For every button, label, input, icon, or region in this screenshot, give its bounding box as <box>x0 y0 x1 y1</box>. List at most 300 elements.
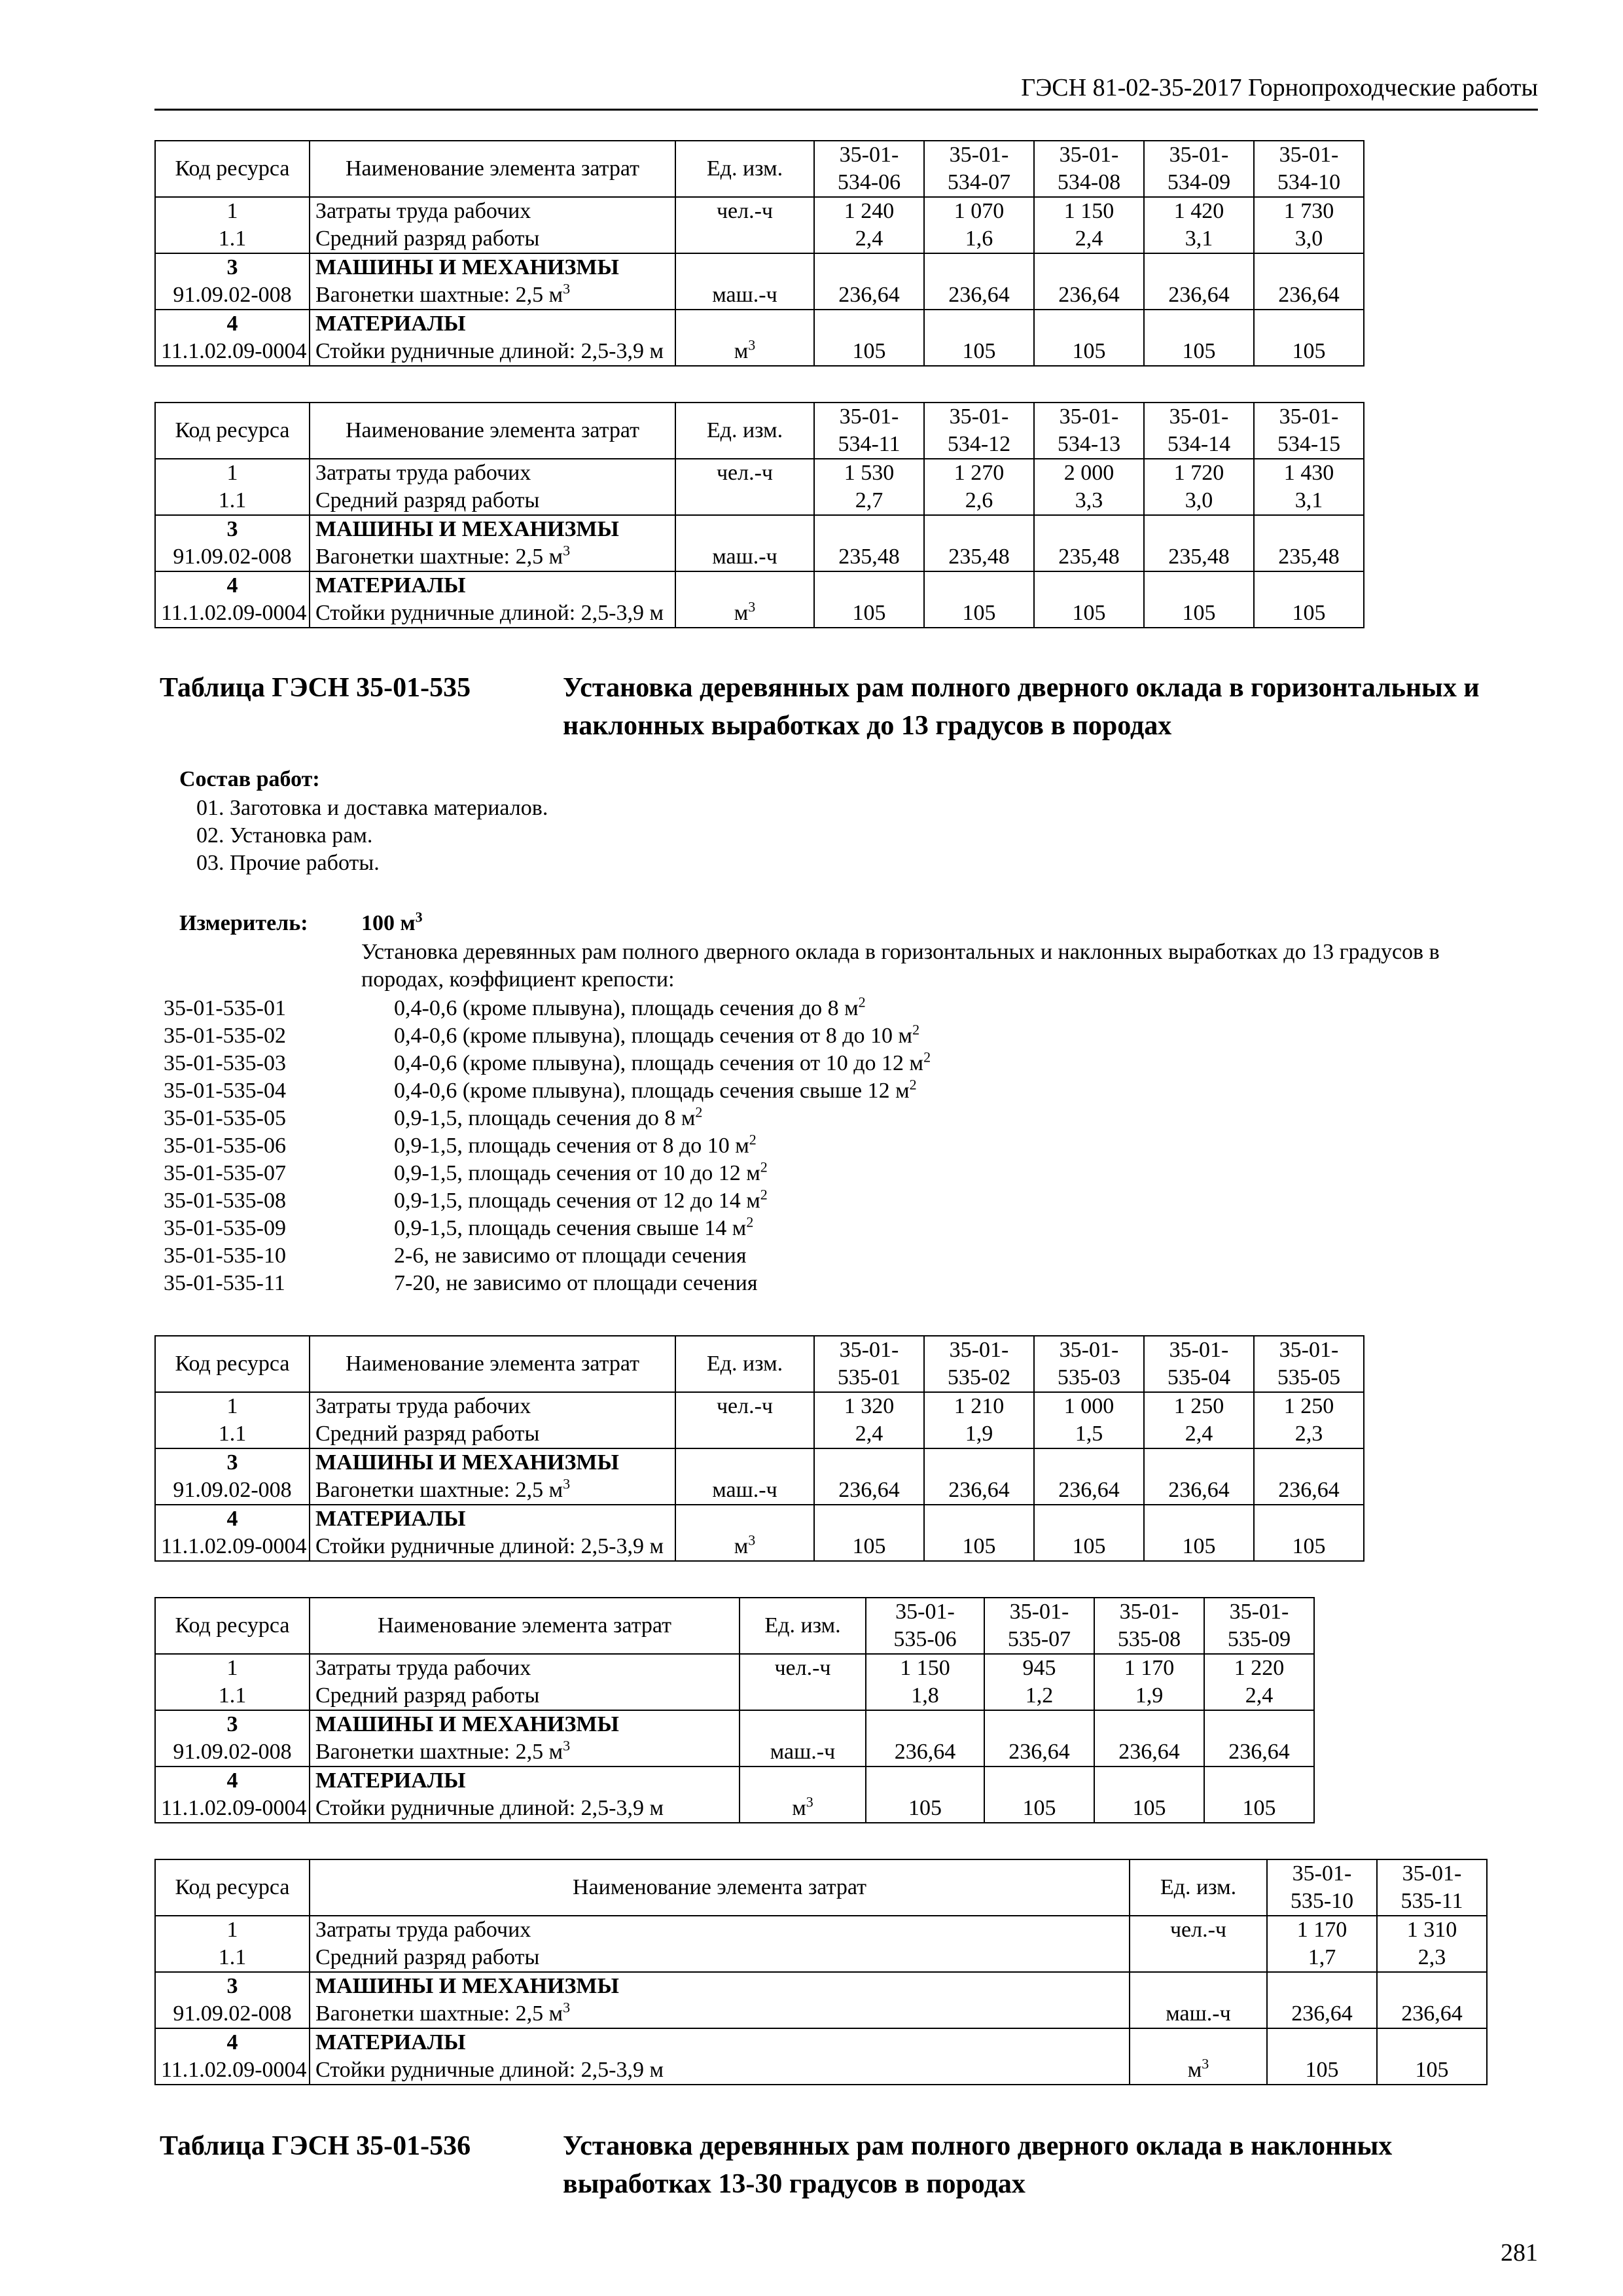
cell-value: 236,64 <box>1377 2000 1487 2028</box>
resource-unit <box>1130 1972 1267 2000</box>
cell-value <box>1144 1505 1254 1533</box>
resource-unit <box>675 1448 814 1477</box>
resource-code: 1.1 <box>155 1682 310 1710</box>
cell-value: 105 <box>814 600 924 628</box>
name-header: Наименование элемента затрат <box>310 403 675 459</box>
table-row <box>155 1767 1314 1795</box>
cell-value <box>1034 253 1144 281</box>
table-title-535: Установка деревянных рам полного дверного оклада в горизонтальных и наклонных выработках до 13 градусов в породах <box>563 673 1480 741</box>
resource-unit: маш.-ч <box>675 543 814 571</box>
resource-unit <box>675 487 814 515</box>
table-label-536: Таблица ГЭСН 35-01-536 <box>160 2131 471 2161</box>
code-header: Код ресурса <box>155 141 310 197</box>
resource-unit: маш.-ч <box>675 281 814 310</box>
cell-value: 1 250 <box>1254 1392 1364 1420</box>
cell-value: 1,7 <box>1267 1944 1377 1972</box>
norm-item-text: 0,4-0,6 (кроме плывуна), площадь сечения до 8 $м^2$ <box>394 994 866 1020</box>
cell-value <box>984 1710 1094 1738</box>
cell-value: 1 250 <box>1144 1392 1254 1420</box>
cell-value: 1 150 <box>1034 197 1144 225</box>
norm-item-text: 0,4-0,6 (кроме плывуна), площадь сечения от 8 до 10 $м^2$ <box>394 1021 920 1048</box>
cell-value <box>984 1767 1094 1795</box>
cell-value <box>1254 1505 1364 1533</box>
name-header: Наименование элемента затрат <box>310 1859 1130 1916</box>
resource-code: 91.09.02-008 <box>155 1477 310 1505</box>
cell-value <box>1034 515 1144 543</box>
resource-code: 1.1 <box>155 1944 310 1972</box>
norm-item-text: 0,9-1,5, площадь сечения от 12 до 14 $м^2$ <box>394 1186 768 1213</box>
resource-table-535-06-09 <box>154 1597 1315 1823</box>
resource-code: 91.09.02-008 <box>155 1738 310 1767</box>
cell-value: 1 220 <box>1204 1654 1314 1682</box>
norm-code-header: 35-01- 534-15 <box>1254 403 1364 459</box>
cell-value: 945 <box>984 1654 1094 1682</box>
cell-value: 105 <box>1267 2056 1377 2085</box>
resource-code: 11.1.02.09-0004 <box>155 1533 310 1561</box>
cell-value: 1 240 <box>814 197 924 225</box>
resource-name: МАШИНЫ И МЕХАНИЗМЫ <box>310 1972 1130 2000</box>
resource-name: Стойки рудничные длиной: 2,5-3,9 м <box>310 600 675 628</box>
norm-item <box>164 1242 747 1270</box>
norm-item <box>164 1270 758 1297</box>
cell-value: 1 420 <box>1144 197 1254 225</box>
cell-value: 2,6 <box>924 487 1034 515</box>
table-header-row <box>155 403 1364 459</box>
cell-value: 3,0 <box>1254 225 1364 253</box>
sostav-label: Состав работ: <box>179 767 320 791</box>
resource-code: 3 <box>155 253 310 281</box>
table-row <box>155 197 1364 225</box>
table-row <box>155 1944 1487 1972</box>
name-header: Наименование элемента затрат <box>310 1598 740 1654</box>
norm-item-text: 0,9-1,5, площадь сечения от 10 до 12 $м^2$ <box>394 1158 768 1185</box>
table-row <box>155 1420 1364 1448</box>
cell-value <box>1377 2028 1487 2056</box>
resource-name: МАТЕРИАЛЫ <box>310 571 675 600</box>
cell-value <box>814 571 924 600</box>
resource-code: 4 <box>155 571 310 600</box>
cell-value: 1 270 <box>924 459 1034 487</box>
table-row <box>155 487 1364 515</box>
cell-value: 236,64 <box>1254 281 1364 310</box>
cell-value: 2,7 <box>814 487 924 515</box>
norm-code-header: 35-01- 535-05 <box>1254 1336 1364 1392</box>
cell-value: 236,64 <box>814 281 924 310</box>
resource-unit: чел.-ч <box>675 197 814 225</box>
cell-value: 236,64 <box>866 1738 984 1767</box>
cell-value: 105 <box>814 338 924 366</box>
cell-value <box>924 1448 1034 1477</box>
resource-code: 11.1.02.09-0004 <box>155 1795 310 1823</box>
name-header: Наименование элемента затрат <box>310 141 675 197</box>
cell-value: 236,64 <box>1144 281 1254 310</box>
resource-unit: чел.-ч <box>675 459 814 487</box>
norm-item-text: 2-6, не зависимо от площади сечения <box>394 1244 747 1268</box>
norm-item <box>164 1213 754 1242</box>
resource-code: 1 <box>155 1392 310 1420</box>
table-row <box>155 1448 1364 1477</box>
cell-value <box>1254 571 1364 600</box>
table-label-535: Таблица ГЭСН 35-01-535 <box>160 673 471 703</box>
norm-code-header: 35-01- 534-07 <box>924 141 1034 197</box>
norm-item <box>164 1103 703 1132</box>
table-row <box>155 1795 1314 1823</box>
table-row <box>155 1477 1364 1505</box>
resource-name: МАШИНЫ И МЕХАНИЗМЫ <box>310 515 675 543</box>
cell-value: 236,64 <box>924 1477 1034 1505</box>
table-row <box>155 1505 1364 1533</box>
cell-value: 1,8 <box>866 1682 984 1710</box>
resource-table-535-01-05 <box>154 1335 1364 1562</box>
table-row <box>155 600 1364 628</box>
resource-name: Средний разряд работы <box>310 487 675 515</box>
cell-value <box>1034 1448 1144 1477</box>
cell-value: 105 <box>814 1533 924 1561</box>
cell-value <box>1377 1972 1487 2000</box>
resource-code: 1 <box>155 1916 310 1944</box>
cell-value: 105 <box>1034 338 1144 366</box>
resource-code: 11.1.02.09-0004 <box>155 2056 310 2085</box>
resource-name: Затраты труда рабочих <box>310 1392 675 1420</box>
resource-code: 1 <box>155 459 310 487</box>
cell-value <box>814 253 924 281</box>
norm-code-header: 35-01- 535-02 <box>924 1336 1034 1392</box>
resource-code: 11.1.02.09-0004 <box>155 338 310 366</box>
cell-value: 236,64 <box>1034 281 1144 310</box>
cell-value: 105 <box>1034 600 1144 628</box>
norm-item <box>164 1049 931 1077</box>
resource-unit: чел.-ч <box>740 1654 866 1682</box>
header-rule <box>154 109 1538 111</box>
norm-item-code: 35-01-535-01 <box>164 996 286 1020</box>
norm-item-code: 35-01-535-11 <box>164 1271 285 1295</box>
resource-name: Вагонетки шахтные: 2,5 $м^3$ <box>310 2000 1130 2028</box>
norm-item <box>164 1021 920 1050</box>
resource-name: МАТЕРИАЛЫ <box>310 2028 1130 2056</box>
resource-table-534-06-10 <box>154 140 1364 367</box>
code-header: Код ресурса <box>155 1859 310 1916</box>
resource-name: Средний разряд работы <box>310 1944 1130 1972</box>
cell-value: 2,4 <box>1144 1420 1254 1448</box>
resource-unit <box>675 253 814 281</box>
cell-value: 1 320 <box>814 1392 924 1420</box>
cell-value <box>814 310 924 338</box>
norm-code-header: 35-01- 535-01 <box>814 1336 924 1392</box>
resource-name: Вагонетки шахтные: 2,5 $м^3$ <box>310 1477 675 1505</box>
norm-item-text: 0,4-0,6 (кроме плывуна), площадь сечения свыше 12 $м^2$ <box>394 1076 917 1103</box>
resource-name: МАШИНЫ И МЕХАНИЗМЫ <box>310 253 675 281</box>
cell-value: 1 310 <box>1377 1916 1487 1944</box>
resource-unit <box>675 225 814 253</box>
cell-value <box>814 1448 924 1477</box>
table-row <box>155 253 1364 281</box>
cell-value <box>1094 1710 1204 1738</box>
norm-item-text: 0,9-1,5, площадь сечения от 8 до 10 $м^2$ <box>394 1131 757 1158</box>
norm-code-header: 35-01- 534-14 <box>1144 403 1254 459</box>
cell-value: 1 430 <box>1254 459 1364 487</box>
resource-unit: чел.-ч <box>1130 1916 1267 1944</box>
resource-code: 4 <box>155 1767 310 1795</box>
resource-code: 1.1 <box>155 487 310 515</box>
unit-header: Ед. изм. <box>675 1336 814 1392</box>
unit-header: Ед. изм. <box>740 1598 866 1654</box>
norm-code-header: 35-01- 534-13 <box>1034 403 1144 459</box>
resource-table-534-11-15 <box>154 402 1364 628</box>
resource-code: 91.09.02-008 <box>155 281 310 310</box>
table-row <box>155 310 1364 338</box>
norm-item <box>164 1076 917 1105</box>
resource-name: МАТЕРИАЛЫ <box>310 1505 675 1533</box>
resource-unit <box>740 1767 866 1795</box>
resource-name: МАШИНЫ И МЕХАНИЗМЫ <box>310 1448 675 1477</box>
norm-item <box>164 1131 757 1160</box>
norm-code-header: 35-01- 535-08 <box>1094 1598 1204 1654</box>
resource-name: Средний разряд работы <box>310 225 675 253</box>
cell-value: 1 070 <box>924 197 1034 225</box>
izm-description: Установка деревянных рам полного дверного оклада в горизонтальных и наклонных выработках до 13 градусов в породах, коэффициент крепости: <box>361 940 1440 992</box>
resource-unit: $м^3$ <box>1130 2056 1267 2085</box>
resource-code: 3 <box>155 515 310 543</box>
table-header-row <box>155 141 1364 197</box>
code-header: Код ресурса <box>155 1336 310 1392</box>
resource-name: Стойки рудничные длиной: 2,5-3,9 м <box>310 1533 675 1561</box>
norm-item-code: 35-01-535-05 <box>164 1106 286 1130</box>
resource-code: 3 <box>155 1448 310 1477</box>
cell-value: 105 <box>1254 338 1364 366</box>
norm-item <box>164 1186 768 1215</box>
resource-name: Стойки рудничные длиной: 2,5-3,9 м <box>310 338 675 366</box>
cell-value: 1 210 <box>924 1392 1034 1420</box>
unit-header: Ед. изм. <box>675 403 814 459</box>
resource-code: 1.1 <box>155 225 310 253</box>
resource-name: Затраты труда рабочих <box>310 1654 740 1682</box>
norm-item-code: 35-01-535-02 <box>164 1024 286 1048</box>
izm-label: Измеритель: <box>179 911 308 935</box>
cell-value: 105 <box>866 1795 984 1823</box>
cell-value: 236,64 <box>984 1738 1094 1767</box>
norm-code-header: 35-01- 534-09 <box>1144 141 1254 197</box>
norm-item-code: 35-01-535-07 <box>164 1161 286 1185</box>
cell-value <box>1204 1767 1314 1795</box>
cell-value: 1 150 <box>866 1654 984 1682</box>
cell-value: 235,48 <box>1034 543 1144 571</box>
code-header: Код ресурса <box>155 1598 310 1654</box>
cell-value: 236,64 <box>814 1477 924 1505</box>
table-row <box>155 1533 1364 1561</box>
resource-name: МАШИНЫ И МЕХАНИЗМЫ <box>310 1710 740 1738</box>
resource-name: Средний разряд работы <box>310 1420 675 1448</box>
resource-unit: $м^3$ <box>675 600 814 628</box>
table-row <box>155 1972 1487 2000</box>
cell-value: 105 <box>1254 600 1364 628</box>
norm-code-header: 35-01- 534-11 <box>814 403 924 459</box>
resource-name: Вагонетки шахтные: 2,5 $м^3$ <box>310 281 675 310</box>
cell-value: 235,48 <box>1254 543 1364 571</box>
table-row <box>155 1738 1314 1767</box>
resource-name: Средний разряд работы <box>310 1682 740 1710</box>
cell-value: 1 000 <box>1034 1392 1144 1420</box>
cell-value <box>924 253 1034 281</box>
cell-value <box>1254 515 1364 543</box>
cell-value: 2,3 <box>1254 1420 1364 1448</box>
cell-value: 105 <box>1144 338 1254 366</box>
table-row <box>155 1392 1364 1420</box>
norm-item <box>164 1158 768 1187</box>
cell-value: 1,9 <box>924 1420 1034 1448</box>
cell-value <box>1267 2028 1377 2056</box>
table-title-536: Установка деревянных рам полного дверного оклада в наклонных выработках 13-30 градусов в породах <box>563 2131 1393 2199</box>
cell-value <box>924 515 1034 543</box>
cell-value: 236,64 <box>1204 1738 1314 1767</box>
table-row <box>155 2028 1487 2056</box>
cell-value: 2 000 <box>1034 459 1144 487</box>
resource-unit <box>1130 1944 1267 1972</box>
table-row <box>155 515 1364 543</box>
cell-value: 1 530 <box>814 459 924 487</box>
norm-item-text: 0,9-1,5, площадь сечения свыше 14 $м^2$ <box>394 1213 754 1240</box>
table-row <box>155 543 1364 571</box>
resource-name: Затраты труда рабочих <box>310 1916 1130 1944</box>
work-item: 03. Прочие работы. <box>196 851 380 875</box>
resource-unit <box>675 571 814 600</box>
table-row <box>155 1682 1314 1710</box>
cell-value: 3,3 <box>1034 487 1144 515</box>
resource-name: МАТЕРИАЛЫ <box>310 310 675 338</box>
resource-unit <box>675 515 814 543</box>
cell-value <box>1034 1505 1144 1533</box>
cell-value <box>1144 253 1254 281</box>
cell-value: 235,48 <box>924 543 1034 571</box>
norm-code-header: 35-01- 535-10 <box>1267 1859 1377 1916</box>
cell-value: 1 720 <box>1144 459 1254 487</box>
resource-unit <box>675 1420 814 1448</box>
resource-unit <box>1130 2028 1267 2056</box>
cell-value <box>866 1767 984 1795</box>
resource-unit: маш.-ч <box>675 1477 814 1505</box>
resource-name: Стойки рудничные длиной: 2,5-3,9 м <box>310 1795 740 1823</box>
resource-code: 91.09.02-008 <box>155 2000 310 2028</box>
resource-code: 1 <box>155 1654 310 1682</box>
page-number: 281 <box>1501 2239 1538 2267</box>
resource-unit: $м^3$ <box>675 338 814 366</box>
resource-code: 3 <box>155 1710 310 1738</box>
cell-value: 1,5 <box>1034 1420 1144 1448</box>
cell-value: 1,2 <box>984 1682 1094 1710</box>
unit-header: Ед. изм. <box>675 141 814 197</box>
work-item: 01. Заготовка и доставка материалов. <box>196 796 548 820</box>
unit-header: Ед. изм. <box>1130 1859 1267 1916</box>
cell-value: 105 <box>1204 1795 1314 1823</box>
norm-item-code: 35-01-535-10 <box>164 1244 286 1268</box>
norm-item-text: 0,4-0,6 (кроме плывуна), площадь сечения от 10 до 12 $м^2$ <box>394 1049 931 1075</box>
cell-value: 2,4 <box>814 1420 924 1448</box>
cell-value: 105 <box>984 1795 1094 1823</box>
cell-value: 2,4 <box>814 225 924 253</box>
norm-code-header: 35-01- 534-12 <box>924 403 1034 459</box>
cell-value <box>924 310 1034 338</box>
norm-code-header: 35-01- 535-03 <box>1034 1336 1144 1392</box>
table-row <box>155 1710 1314 1738</box>
norm-code-header: 35-01- 535-06 <box>866 1598 984 1654</box>
cell-value: 2,3 <box>1377 1944 1487 1972</box>
cell-value: 235,48 <box>1144 543 1254 571</box>
cell-value: 1,6 <box>924 225 1034 253</box>
cell-value: 1 170 <box>1094 1654 1204 1682</box>
resource-code: 4 <box>155 2028 310 2056</box>
resource-name: Затраты труда рабочих <box>310 197 675 225</box>
resource-unit: чел.-ч <box>675 1392 814 1420</box>
table-row <box>155 1654 1314 1682</box>
resource-unit: маш.-ч <box>740 1738 866 1767</box>
cell-value <box>1034 310 1144 338</box>
resource-name: Затраты труда рабочих <box>310 459 675 487</box>
resource-unit: $м^3$ <box>740 1795 866 1823</box>
cell-value <box>1144 1448 1254 1477</box>
cell-value <box>1144 571 1254 600</box>
cell-value: 105 <box>1094 1795 1204 1823</box>
resource-unit: $м^3$ <box>675 1533 814 1561</box>
resource-code: 1.1 <box>155 1420 310 1448</box>
cell-value: 236,64 <box>1254 1477 1364 1505</box>
table-row <box>155 225 1364 253</box>
resource-code: 91.09.02-008 <box>155 543 310 571</box>
name-header: Наименование элемента затрат <box>310 1336 675 1392</box>
resource-code: 3 <box>155 1972 310 2000</box>
table-row <box>155 2000 1487 2028</box>
cell-value <box>1034 571 1144 600</box>
norm-item-code: 35-01-535-06 <box>164 1134 286 1158</box>
item-list <box>164 994 931 1297</box>
cell-value: 105 <box>1034 1533 1144 1561</box>
resource-name: Вагонетки шахтные: 2,5 $м^3$ <box>310 543 675 571</box>
resource-unit: маш.-ч <box>1130 2000 1267 2028</box>
resource-unit <box>675 310 814 338</box>
cell-value: 105 <box>924 338 1034 366</box>
table-row <box>155 1916 1487 1944</box>
resource-code: 11.1.02.09-0004 <box>155 600 310 628</box>
works-list <box>196 795 548 877</box>
table-row <box>155 281 1364 310</box>
resource-code: 4 <box>155 310 310 338</box>
running-header: ГЭСН 81-02-35-2017 Горнопроходческие работы <box>1021 74 1538 101</box>
cell-value: 2,4 <box>1034 225 1144 253</box>
cell-value: 105 <box>924 1533 1034 1561</box>
norm-item-code: 35-01-535-09 <box>164 1216 286 1240</box>
norm-code-header: 35-01- 535-04 <box>1144 1336 1254 1392</box>
norm-code-header: 35-01- 534-10 <box>1254 141 1364 197</box>
cell-value <box>866 1710 984 1738</box>
table-header-row <box>155 1859 1487 1916</box>
izm-value: 100 $м^3$ <box>361 908 423 935</box>
cell-value: 1,9 <box>1094 1682 1204 1710</box>
resource-name: Стойки рудничные длиной: 2,5-3,9 м <box>310 2056 1130 2085</box>
resource-unit <box>740 1682 866 1710</box>
resource-name: Вагонетки шахтные: 2,5 $м^3$ <box>310 1738 740 1767</box>
cell-value: 236,64 <box>1094 1738 1204 1767</box>
cell-value: 1 730 <box>1254 197 1364 225</box>
cell-value: 236,64 <box>1267 2000 1377 2028</box>
cell-value <box>1267 1972 1377 2000</box>
norm-item-code: 35-01-535-08 <box>164 1189 286 1213</box>
table-row <box>155 571 1364 600</box>
cell-value: 236,64 <box>1144 1477 1254 1505</box>
resource-unit <box>675 1505 814 1533</box>
work-item: 02. Установка рам. <box>196 823 373 848</box>
norm-item-code: 35-01-535-03 <box>164 1051 286 1075</box>
cell-value <box>924 571 1034 600</box>
norm-code-header: 35-01- 534-08 <box>1034 141 1144 197</box>
norm-code-header: 35-01- 535-09 <box>1204 1598 1314 1654</box>
